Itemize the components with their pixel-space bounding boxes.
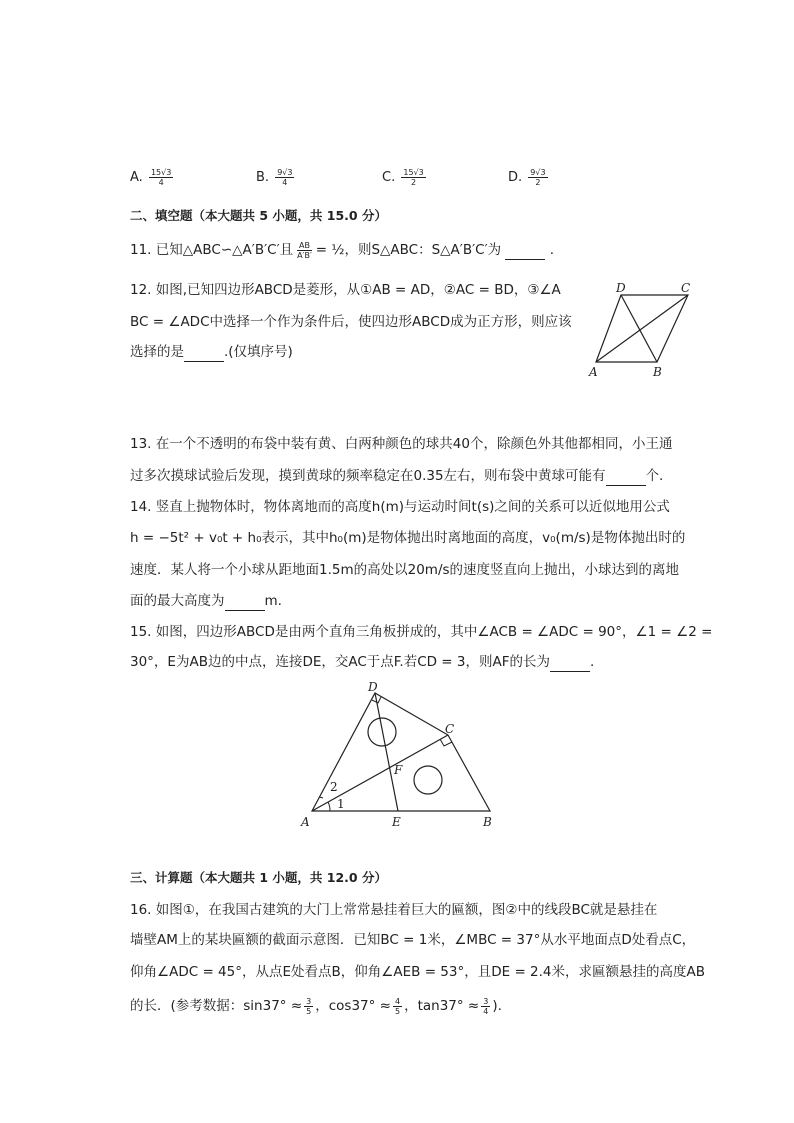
question-15-line-2: 30°，E为AB边的中点，连接DE，交AC于点F.若CD = 3，则AF的长为 . — [130, 654, 595, 670]
answer-blank[interactable] — [505, 245, 545, 260]
question-16-line-3: 仰角∠ADC = 45°，从点E处看点B，仰角∠AEB = 53°，且DE = 2.4米，求匾额悬挂的高度AB — [130, 964, 706, 980]
choice-letter: C. — [382, 170, 396, 185]
question-13-line-1 — [130, 434, 672, 454]
question-12-line-3: 选择的是 .(仅填序号) — [130, 344, 293, 360]
choice-letter: B. — [256, 170, 270, 185]
rhombus-figure — [585, 280, 695, 380]
label-a: A — [301, 815, 310, 829]
label-angle-2: 2 — [330, 780, 338, 794]
label-c: C — [445, 722, 455, 736]
choice-letter: D. — [508, 170, 523, 185]
question-16-line-2: 墙壁AM上的某块匾额的截面示意图．已知BC = 1米，∠MBC = 37°从水平地面点D处看点C， — [130, 932, 696, 948]
question-16-line-4: 的长．(参考数据：sin37° ≈ $\frac{3}{5}$ ，cos37° ≈ $\frac{4}{5}$ ，tan37° ≈ $\frac{3}{4}$ ). — [130, 996, 502, 1016]
question-14-line-2: h = −5t² + v₀t + h₀表示，其中h₀(m)是物体抛出时离地面的高度，v₀(m/s)是物体抛出时的 — [130, 530, 686, 546]
label-d: D — [368, 680, 378, 694]
triangle-figure — [295, 680, 505, 830]
choice-fraction: $\frac{9√3}{2}$ — [530, 168, 546, 187]
label-c: C — [681, 281, 691, 295]
label-a: A — [589, 365, 598, 379]
question-text: = ½，则S△ABC：S△A′B′C′为 — [315, 242, 502, 258]
question-number: 16. — [130, 902, 152, 918]
label-f: F — [394, 763, 403, 777]
question-text: 如图，四边形ABCD是由两个直角三角板拼成的，其中∠ACB = ∠ADC = 90°，∠1 = ∠2 = — [155, 624, 713, 640]
question-12-line-2: BC = ∠ADC中选择一个作为条件后，使四边形ABCD成为正方形，则应该 — [130, 314, 572, 330]
choice-c — [382, 168, 428, 187]
circle-hole-2 — [414, 766, 442, 794]
question-11: 11. 已知△ABC∽△A′B′C′且 $\frac{AB}{A'B'}$ = ½，则S△ABC：S△A′B′C′为 . — [130, 240, 555, 260]
label-angle-1: 1 — [337, 797, 345, 811]
choice-fraction: $\frac{15√3}{4}$ — [150, 168, 172, 187]
diagonal-ac — [596, 295, 688, 362]
answer-blank[interactable] — [225, 596, 265, 611]
question-13-line-2: 过多次摸球试验后发现，摸到黄球的频率稳定在0.35左右，则布袋中黄球可能有 个. — [130, 468, 664, 484]
fraction-tan: $\frac{3}{4}$ — [483, 996, 489, 1016]
fraction-cos: $\frac{4}{5}$ — [394, 996, 401, 1016]
question-text: 竖直上抛物体时，物体离地而的高度h(m)与运动时间t(s)之间的关系可以近似地用公式 — [155, 499, 670, 515]
choice-b — [256, 168, 296, 187]
question-14-line-4: 面的最大高度为 m. — [130, 593, 282, 609]
choice-fraction: $\frac{9√3}{4}$ — [277, 168, 293, 187]
label-b: B — [653, 365, 662, 379]
question-number: 12. — [130, 282, 152, 298]
question-text: 已知△ABC∽△A′B′C′且 — [155, 242, 294, 258]
question-text: 如图,已知四边形ABCD是菱形，从①AB = AD，②AC = BD，③∠A — [155, 282, 561, 298]
choice-letter: A. — [130, 170, 143, 185]
label-e: E — [392, 815, 401, 829]
question-16-line-1 — [130, 900, 657, 920]
answer-blank[interactable] — [184, 347, 224, 362]
segment-de — [375, 693, 398, 811]
question-text: 在一个不透明的布袋中装有黄、白两种颜色的球共40个，除颜色外其他都相同，小王通 — [155, 436, 673, 452]
choice-fraction: $\frac{15√3}{2}$ — [403, 168, 424, 187]
quadrilateral-abcd — [312, 693, 490, 811]
question-14-line-1 — [130, 497, 670, 517]
choice-a — [130, 168, 175, 187]
question-15-line-1 — [130, 622, 712, 642]
question-text: 如图①，在我国古建筑的大门上常常悬挂着巨大的匾额，图②中的线段BC就是悬挂在 — [155, 902, 658, 918]
question-number: 13. — [130, 436, 152, 452]
answer-blank[interactable] — [550, 657, 590, 672]
fraction-sin: $\frac{3}{5}$ — [306, 996, 312, 1016]
section-2-heading: 二、填空题（本大题共 5 小题，共 15.0 分） — [130, 208, 387, 223]
question-number: 15. — [130, 624, 152, 640]
diagonal-bd — [621, 295, 657, 362]
ratio-fraction: $\frac{AB}{A'B'}$ — [297, 240, 312, 260]
answer-blank[interactable] — [606, 471, 646, 486]
question-number: 14. — [130, 499, 152, 515]
question-12-line-1 — [130, 280, 561, 300]
question-number: 11. — [130, 242, 152, 258]
label-b: B — [483, 815, 492, 829]
question-14-line-3: 速度．某人将一个小球从距地面1.5m的高处以20m/s的速度竖直向上抛出，小球达到的离地 — [130, 562, 680, 578]
angle-arc-1 — [328, 802, 330, 811]
label-d: D — [616, 281, 626, 295]
choice-d — [508, 168, 550, 187]
section-3-heading: 三、计算题（本大题共 1 小题，共 12.0 分） — [130, 870, 387, 885]
